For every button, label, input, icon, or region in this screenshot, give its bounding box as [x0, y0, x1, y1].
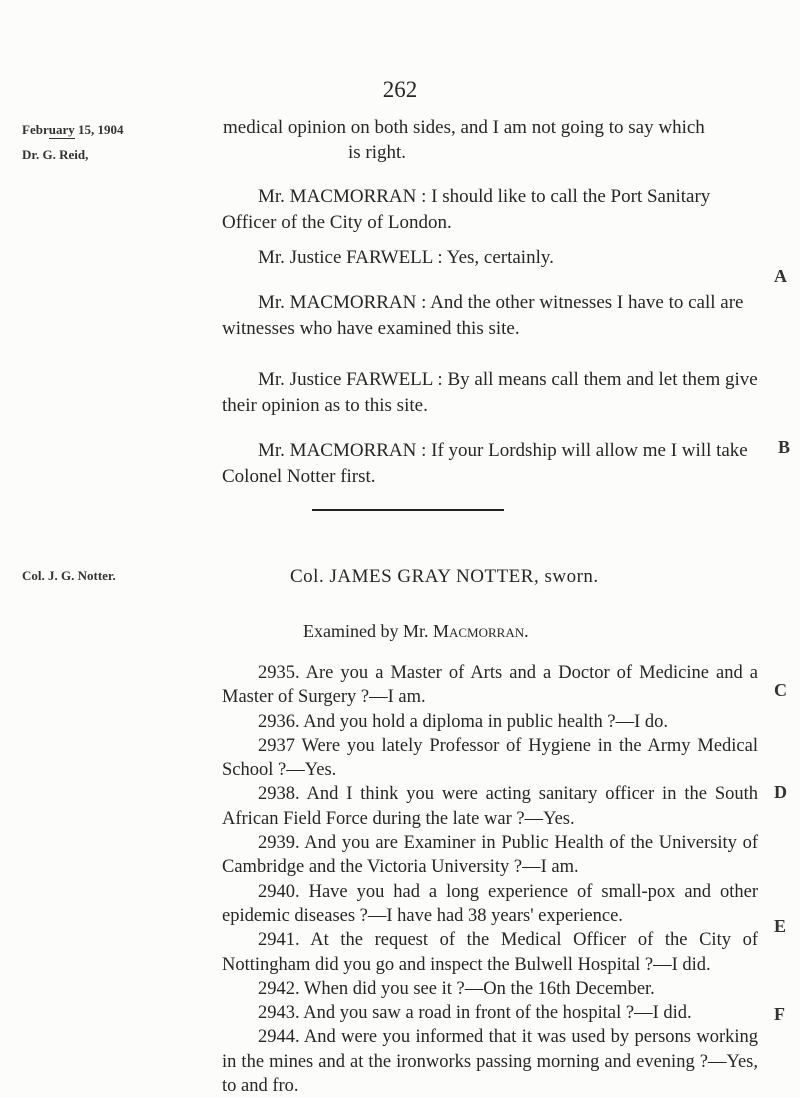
line-letter-c: C	[774, 680, 787, 700]
intro-para-2: Mr. MACMORRAN : I should like to call the Port Sanitary Officer of the City of London.	[222, 186, 711, 233]
margin-witness-notter: Col. J. G. Notter.	[22, 568, 116, 583]
qa-2936: 2936. And you hold a diploma in public health ?—I do.	[258, 711, 669, 732]
margin-date-note	[22, 120, 123, 164]
qa-2940: 2940. Have you had a long experience of small-pox and other epidemic diseases ?—I have had 38 years' experience.	[222, 881, 758, 926]
intro-line-1: medical opinion on both sides, and I am not going to say which	[223, 117, 705, 138]
margin-witness-reid: Dr. G. Reid,	[22, 147, 89, 162]
line-letter-b: B	[778, 437, 791, 457]
intro-para-6: Mr. MACMORRAN : If your Lordship will allow me I will take Colonel Notter first.	[222, 440, 748, 487]
line-letter-d: D	[774, 782, 787, 802]
qa-2941: 2941. At the request of the Medical Officer of the City of Nottingham did you go and inspect the Bulwell Hospital ?—I did.	[222, 930, 758, 975]
qa-2937: 2937 Were you lately Professor of Hygiene in the Army Medical School ?—Yes.	[222, 735, 758, 781]
qa-2939: 2939. And you are Examiner in Public Health of the University of Cambridge and the Victoria University ?—I am.	[222, 833, 758, 878]
witness-heading: Col. JAMES GRAY NOTTER, sworn.	[290, 566, 599, 587]
line-letter-f: F	[774, 1004, 785, 1024]
line-letter-a: A	[774, 266, 787, 286]
page-number: 262	[382, 77, 418, 102]
qa-block	[222, 661, 758, 1098]
intro-para-3: Mr. Justice FARWELL : Yes, certainly.	[258, 247, 554, 268]
examined-by-line	[303, 621, 529, 642]
examined-by-prefix: Examined by Mr.	[303, 621, 429, 641]
intro-para-5: Mr. Justice FARWELL : By all means call them and let them give their opinion as to this site.	[222, 369, 758, 416]
qa-2938: 2938. And I think you were acting sanitary officer in the South African Field Force during the late war ?—Yes.	[222, 784, 758, 829]
examiner-name: Macmorran.	[432, 621, 529, 641]
qa-2942: 2942. When did you see it ?—On the 16th December.	[258, 978, 655, 999]
qa-2943: 2943. And you saw a road in front of the hospital ?—I did.	[258, 1003, 692, 1024]
intro-para-4: Mr. MACMORRAN : And the other witnesses I have to call are witnesses who have examined this site.	[222, 292, 744, 339]
qa-2935: 2935. Are you a Master of Arts and a Doctor of Medicine and a Master of Surgery ?—I am.	[222, 663, 758, 708]
margin-date: February 15, 1904	[22, 122, 124, 137]
section-divider	[312, 509, 504, 511]
line-letter-e: E	[774, 916, 787, 936]
intro-line-2: is right.	[348, 142, 407, 163]
qa-2944: 2944. And were you informed that it was used by persons working in the mines and at the ironworks passing morning and evening ?—Yes, to and fro.	[222, 1027, 758, 1097]
